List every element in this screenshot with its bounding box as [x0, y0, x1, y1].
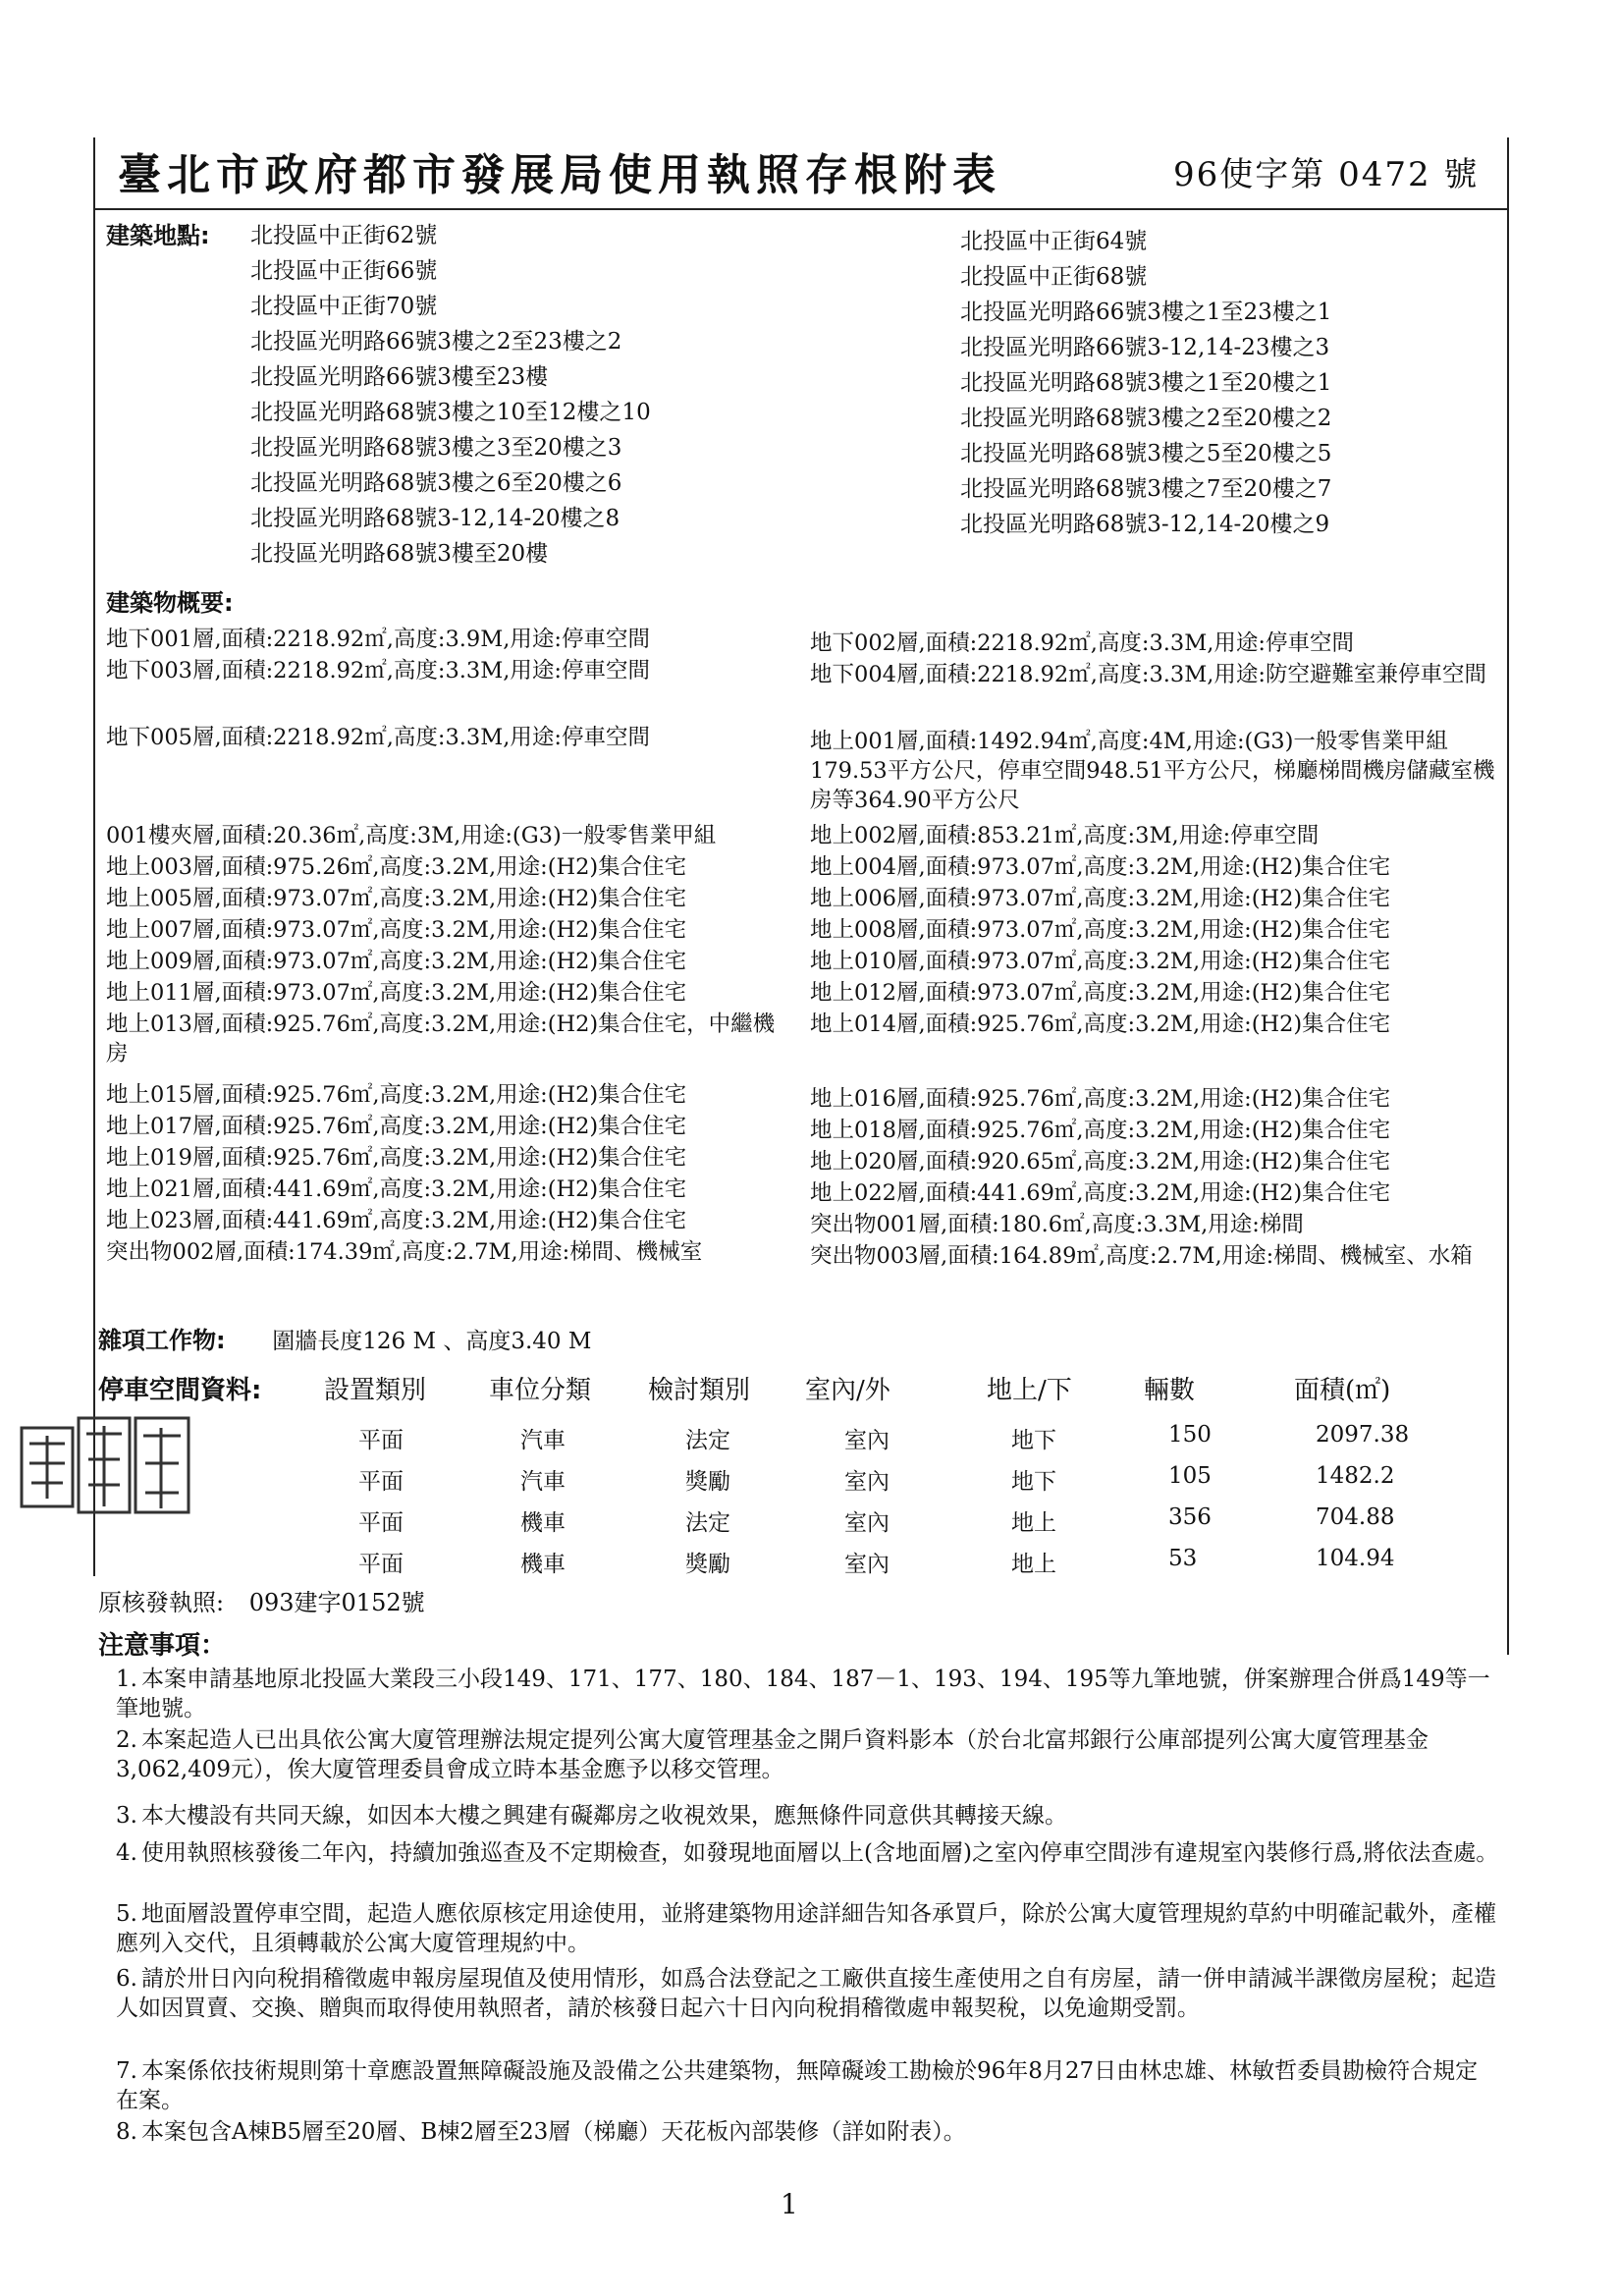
parking-cell: 法定	[685, 1510, 730, 1536]
parking-cell: 獎勵	[685, 1469, 730, 1495]
address-line: 北投區光明路66號3樓之2至23樓之2	[250, 329, 622, 355]
parking-column-header: 設置類別	[324, 1376, 427, 1405]
note-number: 3.	[116, 1803, 137, 1829]
overview-label: 建築物概要:	[106, 589, 234, 617]
overview-floor-row: 突出物002層,面積:174.39㎡,高度:2.7M,用途:梯間、機械室	[106, 1239, 703, 1265]
frame-right-border	[1507, 137, 1509, 1655]
overview-floor-row: 地上020層,面積:920.65㎡,高度:3.2M,用途:(H2)集合住宅	[810, 1149, 1391, 1175]
address-line: 北投區光明路68號3樓之5至20樓之5	[960, 441, 1332, 466]
overview-floor-row: 地上012層,面積:973.07㎡,高度:3.2M,用途:(H2)集合住宅	[810, 980, 1391, 1006]
parking-cell: 地下	[1011, 1469, 1056, 1495]
overview-floor-row: 地上015層,面積:925.76㎡,高度:3.2M,用途:(H2)集合住宅	[106, 1082, 687, 1108]
parking-cell: 平面	[358, 1552, 404, 1577]
note-item	[116, 1964, 1500, 2023]
overview-floor-row: 地上019層,面積:925.76㎡,高度:3.2M,用途:(H2)集合住宅	[106, 1145, 687, 1171]
parking-cell: 356	[1168, 1504, 1212, 1530]
parking-cell: 汽車	[520, 1469, 566, 1495]
note-text: 請於卅日內向稅捐稽徵處申報房屋現值及使用情形，如爲合法登記之工廠供直接生產使用之自有房屋，請一併申請減半課徵房屋稅；起造人如因買賣、交換、贈與而取得使用執照者，請於核發日起六十日內向稅捐稽徵處申報契稅，以免逾期受罰。	[116, 1966, 1496, 2021]
address-line: 北投區光明路68號3樓之10至12樓之10	[250, 400, 651, 425]
parking-cell: 室內	[844, 1510, 890, 1536]
note-number: 7.	[116, 2058, 137, 2084]
overview-floor-row: 地上018層,面積:925.76㎡,高度:3.2M,用途:(H2)集合住宅	[810, 1118, 1391, 1143]
page-number: 1	[781, 2188, 798, 2220]
parking-cell: 地上	[1011, 1510, 1056, 1536]
address-line: 北投區中正街68號	[960, 264, 1148, 290]
address-line: 北投區光明路68號3樓之2至20樓之2	[960, 406, 1332, 431]
overview-floor-row: 地上002層,面積:853.21㎡,高度:3M,用途:停車空間	[810, 823, 1320, 848]
address-column-a	[250, 218, 651, 572]
overview-floor-row: 地上021層,面積:441.69㎡,高度:3.2M,用途:(H2)集合住宅	[106, 1176, 687, 1202]
parking-cell: 1482.2	[1316, 1463, 1395, 1489]
overview-floor-row: 地上001層,面積:1492.94㎡,高度:4M,用途:(G3)一般零售業甲組179.53平方公尺，停車空間948.51平方公尺，梯廳梯間機房儲藏室機房等364.90平方公尺	[810, 729, 1495, 813]
parking-label: 停車空間資料:	[98, 1376, 262, 1405]
parking-cell: 704.88	[1316, 1504, 1395, 1530]
original-permit-label: 原核發執照:	[98, 1589, 225, 1616]
misc-works	[98, 1321, 591, 1355]
parking-cell: 室內	[844, 1552, 890, 1577]
overview-floor-row: 地上016層,面積:925.76㎡,高度:3.2M,用途:(H2)集合住宅	[810, 1086, 1391, 1112]
parking-cell: 地下	[1011, 1428, 1056, 1453]
note-number: 6.	[116, 1966, 137, 1992]
parking-cell: 室內	[844, 1428, 890, 1453]
overview-floor-row: 地上014層,面積:925.76㎡,高度:3.2M,用途:(H2)集合住宅	[810, 1011, 1391, 1037]
official-seal-stamp	[18, 1414, 194, 1522]
address-line: 北投區中正街66號	[250, 258, 438, 284]
overview-floor-row: 地上008層,面積:973.07㎡,高度:3.2M,用途:(H2)集合住宅	[810, 917, 1391, 943]
parking-column-header: 地上/下	[987, 1376, 1072, 1405]
note-text: 本案包含A棟B5層至20層、B棟2層至23層（梯廳）天花板內部裝修（詳如附表）。	[141, 2119, 966, 2145]
parking-cell: 地上	[1011, 1552, 1056, 1577]
note-item	[116, 1665, 1500, 1723]
note-item	[116, 1838, 1500, 1868]
address-line: 北投區光明路68號3樓至20樓	[250, 541, 549, 567]
overview-floor-row: 地上013層,面積:925.76㎡,高度:3.2M,用途:(H2)集合住宅，中繼機房	[106, 1011, 776, 1066]
address-line: 北投區光明路66號3-12,14-23樓之3	[960, 335, 1330, 360]
header-rule	[93, 208, 1509, 210]
parking-cell: 法定	[685, 1428, 730, 1453]
overview-floor-row: 001樓夾層,面積:20.36㎡,高度:3M,用途:(G3)一般零售業甲組	[106, 823, 717, 848]
parking-cell: 平面	[358, 1469, 404, 1495]
note-text: 本案申請基地原北投區大業段三小段149、171、177、180、184、187－1、193、194、195等九筆地號，併案辦理合併爲149等一筆地號。	[116, 1667, 1490, 1722]
note-item	[116, 1899, 1500, 1958]
frame-left-border	[93, 137, 95, 1576]
note-number: 5.	[116, 1901, 137, 1927]
original-permit-value: 093建字0152號	[248, 1589, 425, 1616]
parking-column-header: 室內/外	[805, 1376, 890, 1405]
overview-floor-row: 地上003層,面積:975.26㎡,高度:3.2M,用途:(H2)集合住宅	[106, 854, 687, 880]
overview-floor-row: 地上010層,面積:973.07㎡,高度:3.2M,用途:(H2)集合住宅	[810, 949, 1391, 974]
address-label: 建築地點:	[106, 222, 210, 249]
overview-floor-row: 突出物001層,面積:180.6㎡,高度:3.3M,用途:梯間	[810, 1212, 1304, 1237]
note-text: 本案係依技術規則第十章應設置無障礙設施及設備之公共建築物，無障礙竣工勘檢於96年8月27日由林忠雄、林敏哲委員勘檢符合規定在案。	[116, 2058, 1479, 2113]
page-title: 臺北市政府都市發展局使用執照存根附表	[118, 150, 1001, 200]
parking-cell: 獎勵	[685, 1552, 730, 1577]
overview-floor-row: 地下003層,面積:2218.92㎡,高度:3.3M,用途:停車空間	[106, 658, 651, 683]
original-permit	[98, 1583, 425, 1617]
parking-cell: 平面	[358, 1510, 404, 1536]
overview-floor-row: 地上006層,面積:973.07㎡,高度:3.2M,用途:(H2)集合住宅	[810, 886, 1391, 911]
address-line: 北投區光明路66號3樓之1至23樓之1	[960, 300, 1332, 325]
permit-number: 96使字第 0472 號	[1173, 155, 1480, 194]
overview-floor-row: 地上022層,面積:441.69㎡,高度:3.2M,用途:(H2)集合住宅	[810, 1180, 1391, 1206]
note-number: 4.	[116, 1840, 137, 1866]
parking-column-header: 面積(㎡)	[1294, 1376, 1391, 1405]
note-text: 本案起造人已出具依公寓大廈管理辦法規定提列公寓大廈管理基金之開戶資料影本（於台北富邦銀行公庫部提列公寓大廈管理基金3,062,409元），俟大廈管理委員會成立時本基金應予以移交管理。	[116, 1727, 1429, 1782]
note-item	[116, 1725, 1500, 1784]
overview-floor-row: 突出物003層,面積:164.89㎡,高度:2.7M,用途:梯間、機械室、水箱	[810, 1243, 1473, 1269]
note-item	[116, 1801, 1500, 1831]
overview-floor-row: 地上009層,面積:973.07㎡,高度:3.2M,用途:(H2)集合住宅	[106, 949, 687, 974]
parking-column-header: 檢討類別	[648, 1376, 751, 1405]
note-number: 1.	[116, 1667, 137, 1692]
parking-cell: 104.94	[1316, 1546, 1395, 1571]
address-line: 北投區光明路68號3樓之3至20樓之3	[250, 435, 622, 461]
address-line: 北投區中正街62號	[250, 223, 438, 248]
address-line: 北投區光明路68號3樓之1至20樓之1	[960, 370, 1332, 396]
note-number: 2.	[116, 1727, 137, 1753]
overview-floor-row: 地下004層,面積:2218.92㎡,高度:3.3M,用途:防空避難室兼停車空間	[810, 662, 1487, 687]
address-line: 北投區光明路68號3-12,14-20樓之9	[960, 512, 1330, 537]
parking-column-header: 車位分類	[489, 1376, 592, 1405]
note-item	[116, 2056, 1500, 2115]
overview-floor-row: 地下005層,面積:2218.92㎡,高度:3.3M,用途:停車空間	[106, 725, 651, 750]
parking-cell: 室內	[844, 1469, 890, 1495]
overview-floor-row: 地上017層,面積:925.76㎡,高度:3.2M,用途:(H2)集合住宅	[106, 1114, 687, 1139]
parking-cell: 汽車	[520, 1428, 566, 1453]
note-number: 8.	[116, 2119, 137, 2145]
address-line: 北投區光明路68號3樓之6至20樓之6	[250, 470, 622, 496]
note-item	[116, 2117, 1500, 2147]
address-column-b	[960, 224, 1331, 542]
overview-floor-row: 地上023層,面積:441.69㎡,高度:3.2M,用途:(H2)集合住宅	[106, 1208, 687, 1233]
overview-floor-row: 地上007層,面積:973.07㎡,高度:3.2M,用途:(H2)集合住宅	[106, 917, 687, 943]
overview-floor-row: 地下001層,面積:2218.92㎡,高度:3.9M,用途:停車空間	[106, 627, 651, 652]
note-text: 使用執照核發後二年內，持續加強巡查及不定期檢查，如發現地面層以上(含地面層)之室內停車空間涉有違規室內裝修行爲,將依法查處。	[141, 1840, 1499, 1866]
parking-cell: 150	[1168, 1422, 1212, 1448]
parking-cell: 平面	[358, 1428, 404, 1453]
note-text: 本大樓設有共同天線，如因本大樓之興建有礙鄰房之收視效果，應無條件同意供其轉接天線。	[141, 1803, 1067, 1829]
parking-cell: 機車	[520, 1510, 566, 1536]
parking-cell: 2097.38	[1316, 1422, 1410, 1448]
parking-cell: 機車	[520, 1552, 566, 1577]
address-line: 北投區光明路68號3樓之7至20樓之7	[960, 476, 1332, 502]
overview-floor-row: 地上011層,面積:973.07㎡,高度:3.2M,用途:(H2)集合住宅	[106, 980, 687, 1006]
address-line: 北投區中正街64號	[960, 229, 1148, 254]
overview-floor-row: 地下002層,面積:2218.92㎡,高度:3.3M,用途:停車空間	[810, 630, 1355, 656]
parking-cell: 53	[1168, 1546, 1198, 1571]
notes-label: 注意事項：	[98, 1631, 227, 1661]
address-line: 北投區中正街70號	[250, 294, 438, 319]
address-line: 北投區光明路68號3-12,14-20樓之8	[250, 506, 620, 531]
misc-works-value: 圍牆長度126 M 、高度3.40 M	[272, 1329, 592, 1354]
address-line: 北投區光明路66號3樓至23樓	[250, 364, 549, 390]
overview-floor-row: 地上005層,面積:973.07㎡,高度:3.2M,用途:(H2)集合住宅	[106, 886, 687, 911]
overview-floor-row: 地上004層,面積:973.07㎡,高度:3.2M,用途:(H2)集合住宅	[810, 854, 1391, 880]
misc-works-label: 雜項工作物:	[98, 1327, 226, 1354]
note-text: 地面層設置停車空間，起造人應依原核定用途使用，並將建築物用途詳細告知各承買戶，除於公寓大廈管理規約草約中明確記載外，產權應列入交代，且須轉載於公寓大廈管理規約中。	[116, 1901, 1496, 1956]
parking-column-header: 輛數	[1144, 1376, 1196, 1405]
parking-cell: 105	[1168, 1463, 1212, 1489]
